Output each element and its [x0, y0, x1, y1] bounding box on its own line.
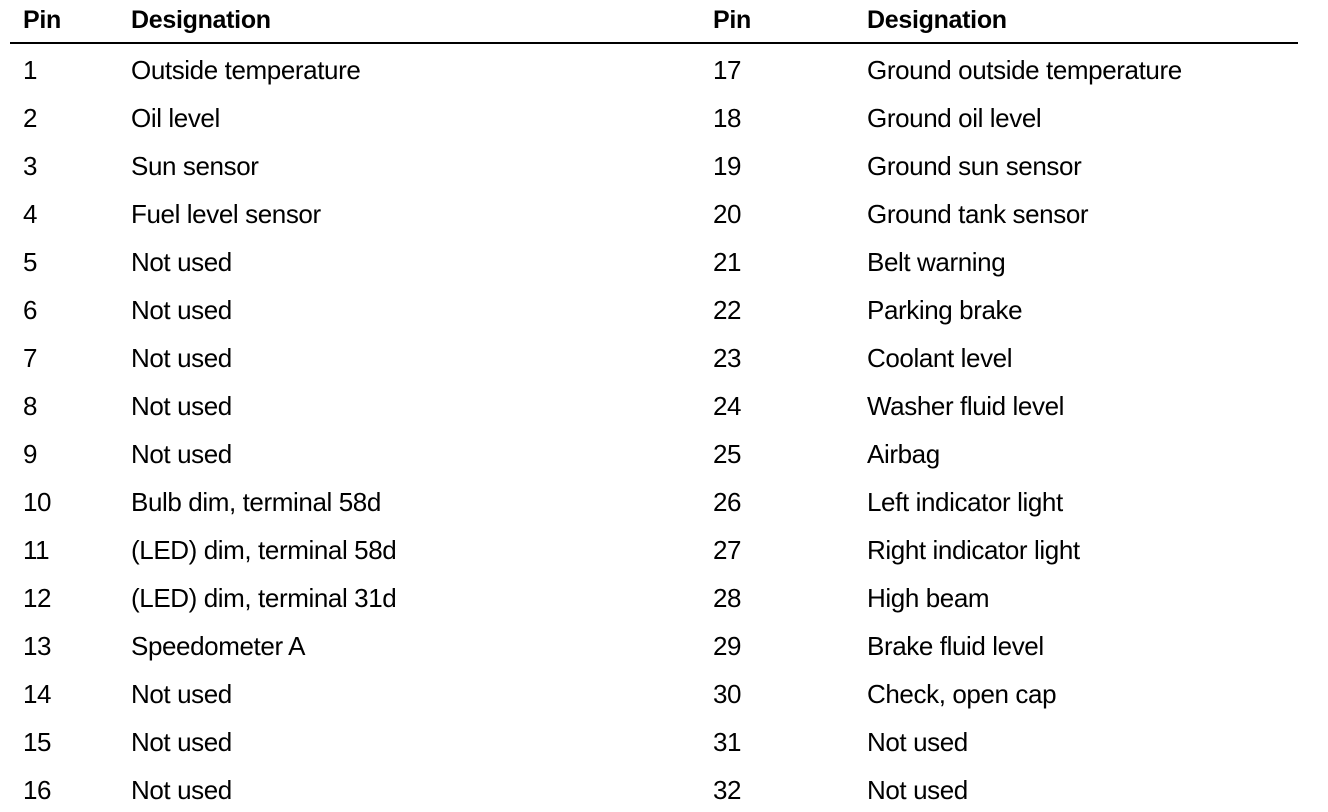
pin-designation: Speedometer A	[131, 631, 306, 661]
table-header	[10, 0, 595, 44]
header-rule	[595, 42, 700, 44]
pin-designation: Not used	[131, 679, 232, 709]
pin-designation: Right indicator light	[867, 535, 1080, 565]
table-row	[10, 668, 595, 716]
table-body	[10, 44, 595, 812]
table-row	[10, 332, 595, 380]
table-row	[700, 380, 1298, 428]
pin-designation: Fuel level sensor	[131, 199, 321, 229]
header-designation: Designation	[131, 6, 271, 34]
pin-number: 16	[23, 775, 52, 805]
pin-designation: Not used	[867, 775, 968, 805]
table-row	[700, 476, 1298, 524]
pin-number: 27	[713, 535, 742, 565]
table-row	[700, 716, 1298, 764]
table-row	[700, 620, 1298, 668]
pin-designation: Not used	[131, 439, 232, 469]
pin-number: 13	[23, 631, 52, 661]
pin-designation: Ground oil level	[867, 103, 1042, 133]
pin-number: 30	[713, 679, 742, 709]
table-row	[10, 188, 595, 236]
table-row	[700, 572, 1298, 620]
pin-designation: Not used	[131, 295, 232, 325]
table-row	[10, 236, 595, 284]
pin-designation: Bulb dim, terminal 58d	[131, 487, 381, 517]
pin-number: 24	[713, 391, 742, 421]
pin-number: 15	[23, 727, 52, 757]
pin-number: 10	[23, 487, 52, 517]
table-row	[10, 428, 595, 476]
table-row	[700, 236, 1298, 284]
pin-designation: Sun sensor	[131, 151, 259, 181]
pin-number: 1	[23, 55, 38, 85]
pin-designation: Brake fluid level	[867, 631, 1044, 661]
pin-number: 32	[713, 775, 742, 805]
table-row	[700, 524, 1298, 572]
table-header	[700, 0, 1298, 44]
pin-designation: Washer fluid level	[867, 391, 1065, 421]
table-row	[700, 668, 1298, 716]
pin-number: 26	[713, 487, 742, 517]
header-pin: Pin	[713, 6, 751, 34]
pin-number: 5	[23, 247, 38, 277]
table-row	[700, 764, 1298, 812]
pin-designation: (LED) dim, terminal 58d	[131, 535, 397, 565]
pin-designation: Outside temperature	[131, 55, 361, 85]
pin-designation: Not used	[131, 775, 232, 805]
pin-number: 20	[713, 199, 742, 229]
pin-designation: Oil level	[131, 103, 220, 133]
pin-number: 4	[23, 199, 38, 229]
pin-designation: Coolant level	[867, 343, 1013, 373]
pin-number: 9	[23, 439, 38, 469]
table-body	[700, 44, 1298, 812]
pin-number: 8	[23, 391, 38, 421]
header-pin: Pin	[23, 6, 61, 34]
table-row	[700, 284, 1298, 332]
pin-designation: High beam	[867, 583, 990, 613]
table-row	[700, 188, 1298, 236]
pin-number: 7	[23, 343, 38, 373]
pin-number: 28	[713, 583, 742, 613]
pin-number: 14	[23, 679, 52, 709]
table-row	[10, 572, 595, 620]
pin-number: 2	[23, 103, 38, 133]
pin-table-right	[700, 0, 1298, 812]
table-row	[10, 140, 595, 188]
pin-number: 17	[713, 55, 742, 85]
pin-designation: Parking brake	[867, 295, 1023, 325]
table-row	[700, 428, 1298, 476]
table-row	[700, 332, 1298, 380]
pin-designation: Not used	[131, 343, 232, 373]
table-row	[700, 140, 1298, 188]
pin-designation: Ground sun sensor	[867, 151, 1082, 181]
pin-number: 23	[713, 343, 742, 373]
table-row	[10, 380, 595, 428]
pin-designation: Airbag	[867, 439, 940, 469]
table-row	[10, 284, 595, 332]
pin-designation: Ground outside temperature	[867, 55, 1182, 85]
table-row	[10, 44, 595, 92]
table-row	[10, 92, 595, 140]
table-row	[700, 44, 1298, 92]
pin-number: 6	[23, 295, 38, 325]
table-row	[10, 764, 595, 812]
pin-number: 29	[713, 631, 742, 661]
pin-number: 21	[713, 247, 742, 277]
pin-number: 3	[23, 151, 38, 181]
pin-number: 31	[713, 727, 742, 757]
table-row	[10, 620, 595, 668]
table-row	[10, 524, 595, 572]
pin-number: 19	[713, 151, 742, 181]
pin-table-left	[10, 0, 595, 812]
pin-designation: Left indicator light	[867, 487, 1063, 517]
pin-designation: Ground tank sensor	[867, 199, 1089, 229]
pin-designation: Belt warning	[867, 247, 1006, 277]
pin-number: 22	[713, 295, 742, 325]
table-row	[700, 92, 1298, 140]
header-designation: Designation	[867, 6, 1007, 34]
pin-number: 12	[23, 583, 52, 613]
pin-designation: Not used	[131, 727, 232, 757]
pin-designation: Check, open cap	[867, 679, 1057, 709]
pin-designation: Not used	[131, 391, 232, 421]
pin-number: 25	[713, 439, 742, 469]
pin-number: 11	[23, 535, 50, 565]
table-row	[10, 716, 595, 764]
pin-designation: Not used	[131, 247, 232, 277]
pin-designation: Not used	[867, 727, 968, 757]
pin-designation: (LED) dim, terminal 31d	[131, 583, 397, 613]
pin-number: 18	[713, 103, 742, 133]
table-row	[10, 476, 595, 524]
